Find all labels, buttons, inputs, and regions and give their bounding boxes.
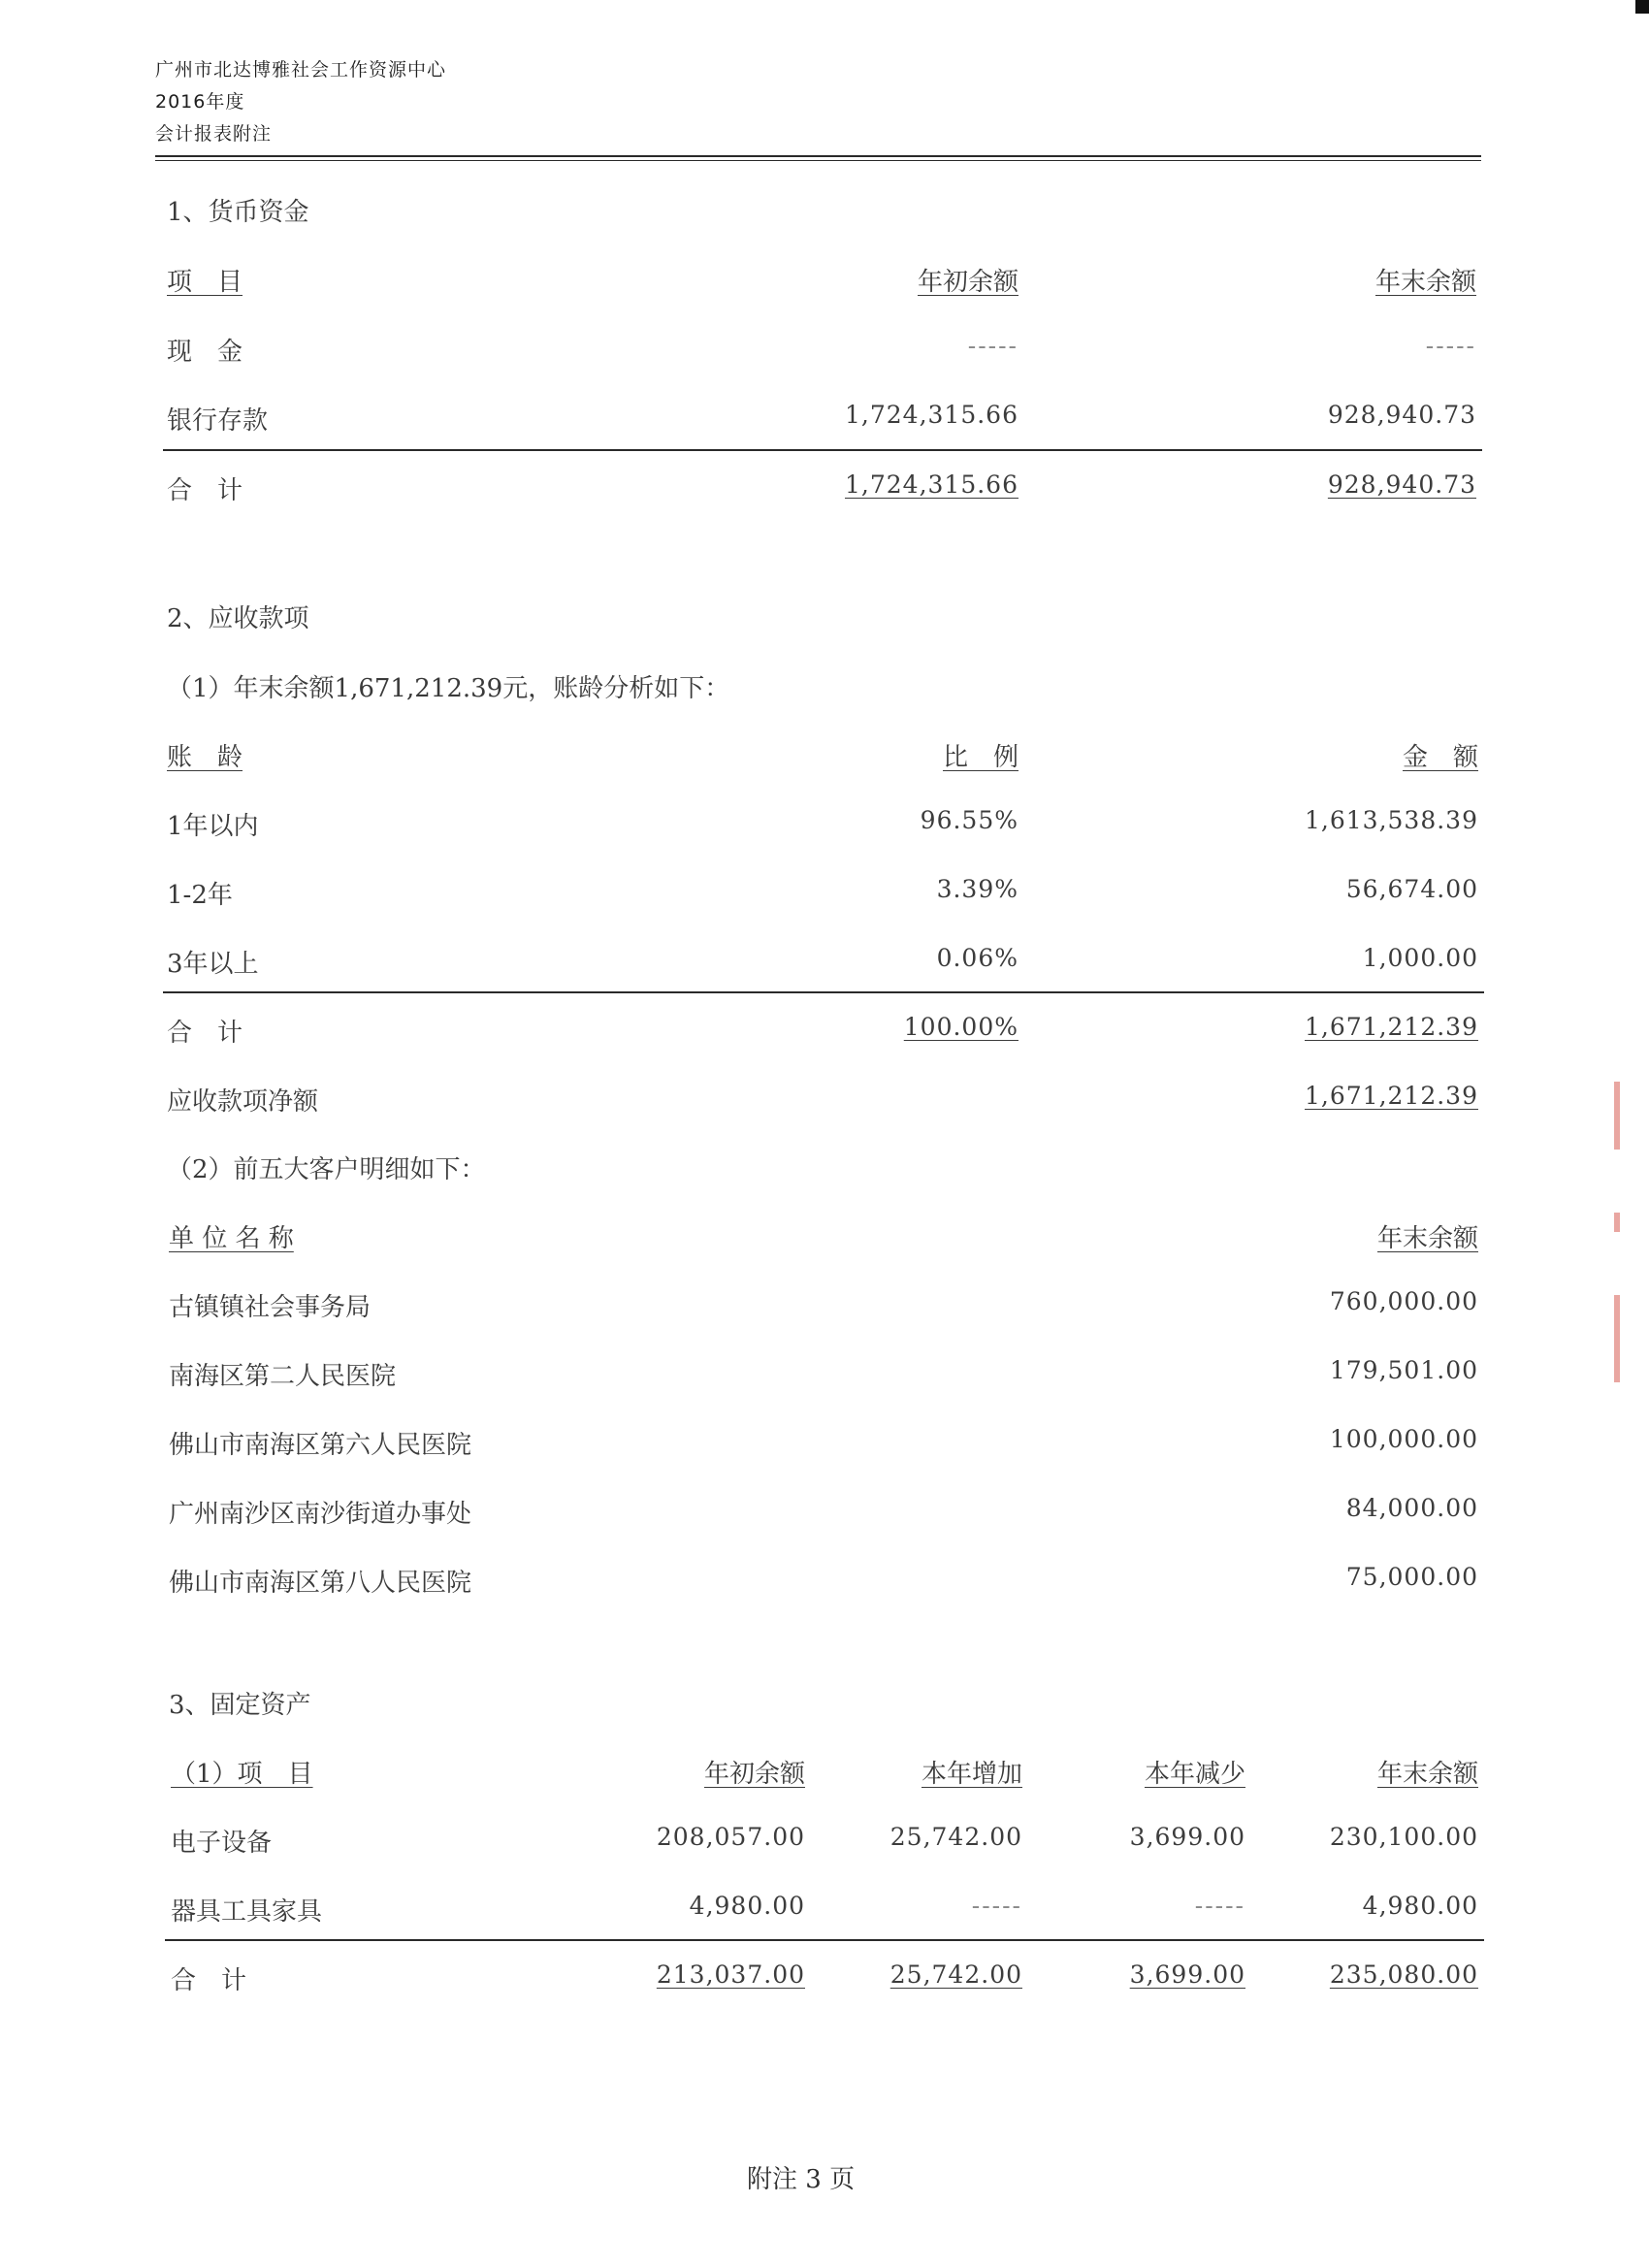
- fa-row-add: -----: [971, 1892, 1022, 1920]
- client-name: 南海区第二人民医院: [169, 1362, 397, 1391]
- aging-total-ratio: 100.00%: [903, 1013, 1018, 1041]
- client-amount: 75,000.00: [1345, 1563, 1478, 1591]
- fa-row-begin: 4,980.00: [689, 1892, 805, 1920]
- fa-row-sub: 3,699.00: [1129, 1823, 1245, 1851]
- scan-edge-mark: [1635, 0, 1649, 14]
- stamp-fragment: [1614, 1082, 1620, 1150]
- stamp-fragment: [1614, 1295, 1620, 1382]
- cash-row-end: 928,940.73: [1327, 401, 1476, 429]
- fa-total-add: 25,742.00: [889, 1960, 1022, 1989]
- fa-row-item: 器具工具家具: [171, 1897, 323, 1927]
- cash-col-item: 项 目: [167, 268, 243, 297]
- section-title-receivables: 2、应收款项: [167, 604, 309, 633]
- cash-row-end: -----: [1425, 332, 1476, 360]
- fa-row-item: 电子设备: [171, 1829, 273, 1858]
- fa-col-begin: 年初余额: [703, 1760, 805, 1789]
- cash-row-item: 现 金: [167, 338, 243, 367]
- client-name: 佛山市南海区第六人民医院: [169, 1431, 472, 1460]
- cash-row-begin: -----: [967, 332, 1018, 360]
- cash-total-begin: 1,724,315.66: [845, 470, 1018, 499]
- fa-total-label: 合 计: [171, 1966, 247, 1995]
- cash-col-begin: 年初余额: [917, 268, 1018, 297]
- client-amount: 760,000.00: [1329, 1287, 1478, 1315]
- client-name: 古镇镇社会事务局: [169, 1293, 372, 1322]
- aging-row-amount: 1,000.00: [1362, 944, 1478, 972]
- client-amount: 84,000.00: [1345, 1494, 1478, 1522]
- fa-col-sub: 本年减少: [1144, 1760, 1245, 1789]
- page-number: 附注 3 页: [747, 2165, 856, 2194]
- header-rule: [155, 155, 1481, 157]
- receivables-note-2: （2）前五大客户明细如下：: [167, 1155, 486, 1184]
- header-year: 2016年度: [155, 91, 245, 113]
- client-name: 广州南沙区南沙街道办事处: [169, 1500, 472, 1529]
- aging-col-ratio: 比 例: [942, 743, 1018, 772]
- fa-row-add: 25,742.00: [889, 1823, 1022, 1851]
- fa-row-end: 4,980.00: [1362, 1892, 1478, 1920]
- fa-total-end: 235,080.00: [1329, 1960, 1478, 1989]
- aging-row-age: 1年以内: [167, 812, 259, 841]
- aging-row-ratio: 96.55%: [920, 806, 1018, 834]
- client-amount: 100,000.00: [1329, 1425, 1478, 1453]
- fa-total-begin: 213,037.00: [656, 1960, 805, 1989]
- clients-col-name: 单 位 名 称: [169, 1224, 294, 1253]
- aging-total-label: 合 计: [167, 1019, 243, 1048]
- cash-total-end: 928,940.73: [1327, 470, 1476, 499]
- fa-total-sub: 3,699.00: [1129, 1960, 1245, 1989]
- aging-row-age: 3年以上: [167, 950, 259, 979]
- aging-total-amount: 1,671,212.39: [1305, 1013, 1478, 1041]
- aging-col-age: 账 龄: [167, 743, 243, 772]
- fa-col-end: 年末余额: [1376, 1760, 1478, 1789]
- cash-row-begin: 1,724,315.66: [845, 401, 1018, 429]
- header-rule-thin: [155, 160, 1481, 161]
- fa-row-begin: 208,057.00: [656, 1823, 805, 1851]
- aging-row-ratio: 3.39%: [936, 875, 1018, 903]
- section-title-fixed-assets: 3、固定资产: [169, 1691, 311, 1720]
- aging-row-ratio: 0.06%: [936, 944, 1018, 972]
- aging-row-amount: 1,613,538.39: [1305, 806, 1478, 834]
- cash-total-label: 合 计: [167, 476, 243, 505]
- header-doc-title: 会计报表附注: [155, 123, 273, 145]
- cash-total-rule: [163, 449, 1482, 451]
- clients-col-amount: 年末余额: [1376, 1224, 1478, 1253]
- aging-row-age: 1-2年: [167, 881, 233, 910]
- client-amount: 179,501.00: [1329, 1356, 1478, 1384]
- aging-row-amount: 56,674.00: [1345, 875, 1478, 903]
- cash-row-item: 银行存款: [167, 406, 269, 436]
- fa-total-rule: [165, 1939, 1484, 1941]
- fa-col-item: （1）项 目: [171, 1760, 313, 1789]
- header-org: 广州市北达博雅社会工作资源中心: [155, 59, 447, 81]
- cash-col-end: 年末余额: [1374, 268, 1476, 297]
- fa-row-end: 230,100.00: [1329, 1823, 1478, 1851]
- section-title-cash: 1、货币资金: [167, 198, 309, 227]
- client-name: 佛山市南海区第八人民医院: [169, 1569, 472, 1598]
- stamp-fragment: [1614, 1213, 1620, 1232]
- aging-col-amount: 金 额: [1402, 743, 1478, 772]
- aging-total-rule: [163, 991, 1484, 993]
- receivables-net-amount: 1,671,212.39: [1305, 1082, 1478, 1110]
- receivables-net-label: 应收款项净额: [167, 1087, 319, 1117]
- fa-row-sub: -----: [1194, 1892, 1245, 1920]
- fa-col-add: 本年增加: [921, 1760, 1022, 1789]
- receivables-note-1: （1）年末余额1,671,212.39元，账龄分析如下：: [167, 674, 730, 703]
